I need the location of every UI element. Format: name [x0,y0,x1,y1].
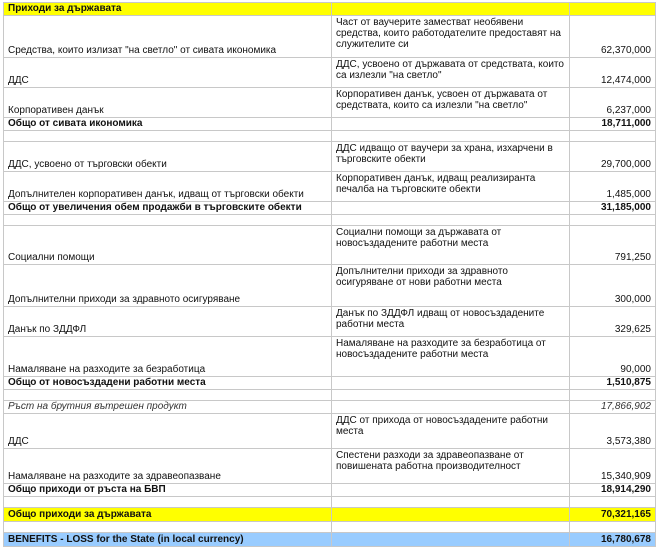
value-cell[interactable] [570,215,656,225]
label-cell[interactable] [3,215,332,225]
value-cell[interactable] [570,484,656,496]
label-cell[interactable] [3,390,332,400]
table-row [3,88,656,118]
description-cell[interactable] [332,522,570,532]
row-label: ДДС [8,75,29,86]
label-cell[interactable] [3,522,332,532]
value-cell[interactable] [570,522,656,532]
value-cell[interactable] [570,118,656,130]
description-cell[interactable] [332,118,570,130]
description-cell[interactable] [332,497,570,507]
label-cell[interactable] [3,3,332,15]
value-cell[interactable] [570,401,656,413]
value-cell[interactable] [570,142,656,171]
label-cell[interactable] [3,484,332,496]
table-row [3,131,656,142]
table-row [3,449,656,484]
label-cell[interactable] [3,88,332,117]
table-row [3,265,656,307]
label-cell[interactable] [3,337,332,376]
description-cell[interactable] [332,131,570,141]
label-cell[interactable] [3,16,332,57]
row-value: 3,573,380 [606,436,651,447]
description-cell[interactable] [332,3,570,15]
label-cell[interactable] [3,265,332,306]
table-row [3,508,656,522]
row-value: 329,625 [614,324,651,335]
description-cell[interactable] [332,88,570,117]
row-value: 791,250 [614,252,651,263]
row-value: 18,914,290 [600,484,651,495]
value-cell[interactable] [570,497,656,507]
table-row [3,377,656,390]
description-cell[interactable] [332,401,570,413]
description-cell[interactable] [332,172,570,201]
value-cell[interactable] [570,449,656,483]
row-value: 1,485,000 [606,189,651,200]
row-description: Социални помощи за държавата от новосъздадените работни места [336,227,502,249]
value-cell[interactable] [570,414,656,448]
row-value: 90,000 [620,364,651,375]
value-cell[interactable] [570,172,656,201]
label-cell[interactable] [3,508,332,521]
label-cell[interactable] [3,377,332,389]
row-label: Допълнителен корпоративен данък, идващ от търговски обекти [8,189,304,200]
label-cell[interactable] [3,202,332,214]
table-row [3,401,656,414]
row-label: Общо приходи за държавата [8,509,152,520]
description-cell[interactable] [332,142,570,171]
row-value: 29,700,000 [600,159,651,170]
value-cell[interactable] [570,533,656,546]
description-cell[interactable] [332,533,570,546]
label-cell[interactable] [3,58,332,87]
label-cell[interactable] [3,142,332,171]
description-cell[interactable] [332,265,570,306]
value-cell[interactable] [570,508,656,521]
label-cell[interactable] [3,226,332,264]
description-cell[interactable] [332,377,570,389]
table-row [3,497,656,508]
row-value: 31,185,000 [600,202,651,213]
value-cell[interactable] [570,16,656,57]
row-description: Намаляване на разходите за безработица от новосъздадените работни места [336,338,546,360]
value-cell[interactable] [570,202,656,214]
row-label: Общо от сивата икономика [8,118,143,129]
row-label: Корпоративен данък [8,105,104,116]
label-cell[interactable] [3,414,332,448]
table-row [3,3,656,16]
table-row [3,58,656,88]
row-label: Общо от увеличения обем продажби в търговските обекти [8,202,302,213]
table-row [3,390,656,401]
table-row [3,337,656,377]
label-cell[interactable] [3,449,332,483]
table-row [3,172,656,202]
table-row [3,202,656,215]
table-row [3,16,656,58]
row-description: ДДС, усвоено от държавата от средствата, които са излезли "на светло" [336,59,564,81]
label-cell[interactable] [3,172,332,201]
label-cell[interactable] [3,131,332,141]
description-cell[interactable] [332,202,570,214]
value-cell[interactable] [570,58,656,87]
value-cell[interactable] [570,337,656,376]
row-label: Намаляване на разходите за безработица [8,364,206,375]
value-cell[interactable] [570,3,656,15]
row-description: Корпоративен данък, усвоен от държавата от средствата, които са излезли "на светло" [336,89,548,111]
row-description: Допълнителни приходи за здравното осигуряване от нови работни места [336,266,508,288]
value-cell[interactable] [570,377,656,389]
description-cell[interactable] [332,226,570,264]
row-value: 18,711,000 [601,118,651,129]
row-label: Ръст на брутния вътрешен продукт [8,401,187,412]
table-row [3,118,656,131]
description-cell[interactable] [332,337,570,376]
row-label: Данък по ЗДДФЛ [8,324,87,335]
row-value: 300,000 [614,294,651,305]
description-cell[interactable] [332,215,570,225]
row-value: 12,474,000 [600,75,651,86]
description-cell[interactable] [332,58,570,87]
label-cell[interactable] [3,497,332,507]
row-label: BENEFITS - LOSS for the State (in local currency) [8,534,244,545]
row-label: Социални помощи [8,252,95,263]
value-cell[interactable] [570,265,656,306]
table-row [3,522,656,533]
row-label: Общо приходи от ръста на БВП [8,484,166,495]
row-label: ДДС, усвоено от търговски обекти [8,159,167,170]
label-cell[interactable] [3,118,332,130]
row-label: Общо от новосъздадени работни места [8,377,206,388]
row-description: Корпоративен данък, идващ реализиранта печалба на търговските обекти [336,173,536,195]
row-label: Приходи за държавата [8,3,122,14]
row-value: 17,866,902 [600,401,651,412]
description-cell[interactable] [332,16,570,57]
table-row [3,414,656,449]
row-label: Намаляване на разходите за здравеопазване [8,471,221,482]
row-value: 1,510,875 [606,377,651,388]
row-value: 15,340,909 [600,471,651,482]
description-cell[interactable] [332,390,570,400]
description-cell[interactable] [332,449,570,483]
row-value: 62,370,000 [600,45,651,56]
row-description: Спестени разходи за здравеопазване от повишената работна производителност [336,450,524,472]
value-cell[interactable] [570,226,656,264]
value-cell[interactable] [570,131,656,141]
value-cell[interactable] [570,390,656,400]
row-label: ДДС [8,436,29,447]
label-cell[interactable] [3,533,332,546]
row-description: ДДС от прихода от новосъздадените работни места [336,415,548,437]
value-cell[interactable] [570,88,656,117]
row-value: 6,237,000 [606,105,651,116]
table-row [3,226,656,265]
row-description: Данък по ЗДДФЛ идващ от новосъздадените работни места [336,308,545,330]
description-cell[interactable] [332,414,570,448]
row-description: ДДС идващо от ваучери за храна, изхарчени в търговските обекти [336,143,553,165]
row-value: 16,780,678 [600,534,651,545]
table-row [3,215,656,226]
row-value: 70,321,165 [600,509,651,520]
table-row [3,142,656,172]
description-cell[interactable] [332,484,570,496]
table-row [3,484,656,497]
description-cell[interactable] [332,307,570,336]
label-cell[interactable] [3,401,332,413]
description-cell[interactable] [332,508,570,521]
label-cell[interactable] [3,307,332,336]
row-label: Допълнителни приходи за здравното осигуряване [8,294,241,305]
row-description: Част от ваучерите заместват необявени средства, които работодателите предоставят на служителите си [336,17,561,50]
table-row [3,307,656,337]
row-label: Средства, които излизат "на светло" от сивата икономика [8,45,277,56]
value-cell[interactable] [570,307,656,336]
